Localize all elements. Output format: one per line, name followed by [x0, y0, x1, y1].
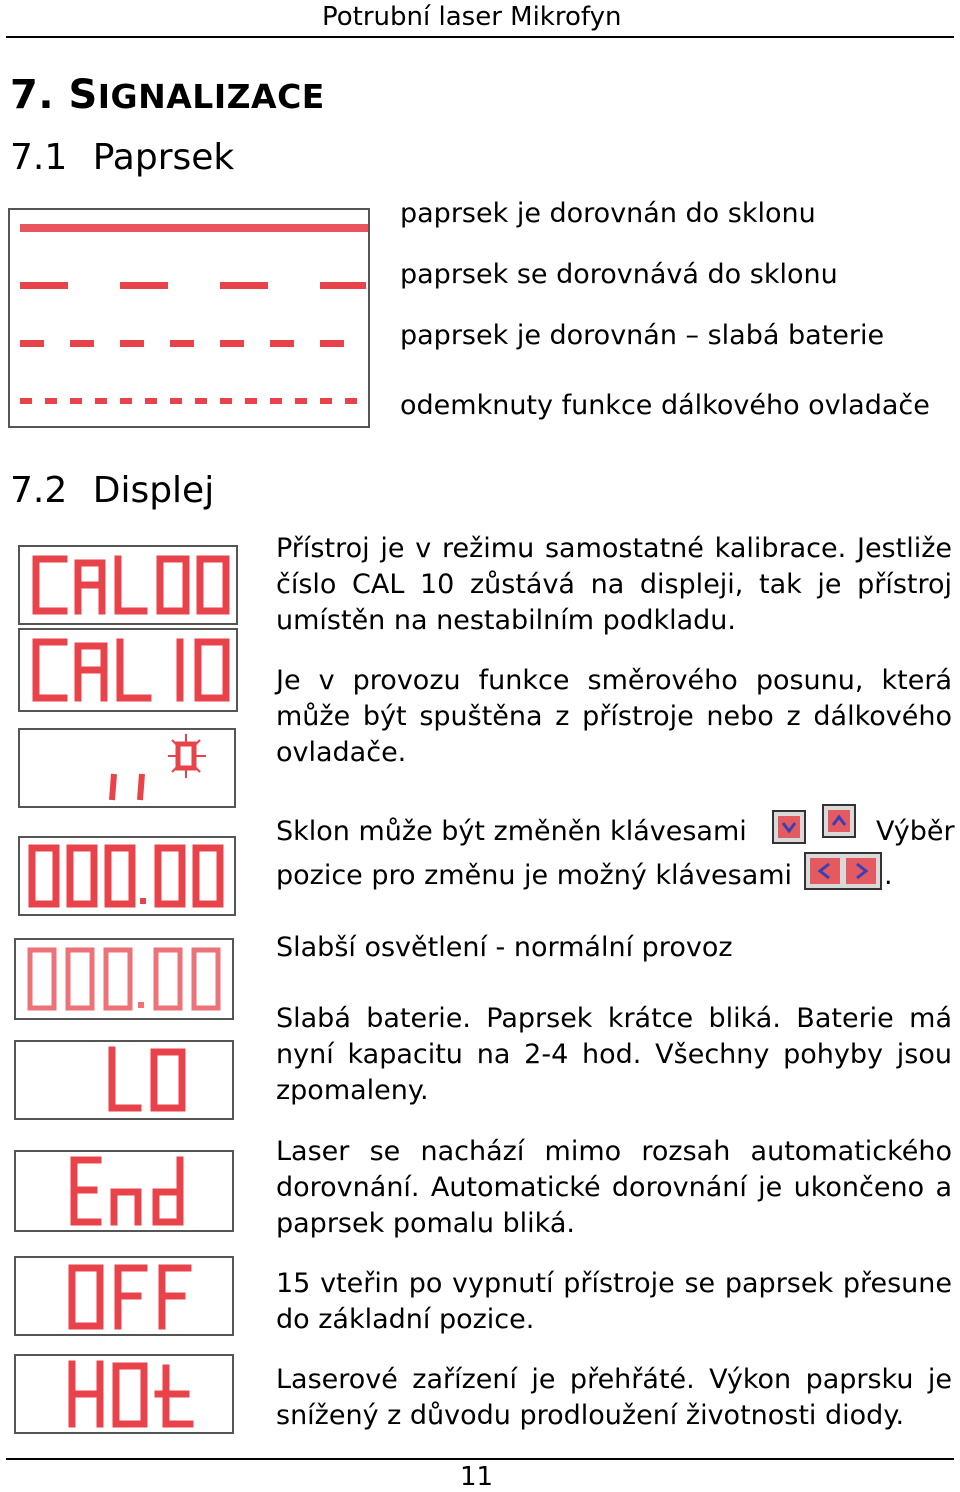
arrow-left-icon [810, 858, 840, 884]
display-cal00 [18, 545, 238, 625]
beam-solid-line [20, 224, 368, 232]
arrow-right-icon [846, 858, 876, 884]
display-lo-digits [16, 1042, 232, 1118]
display-off-digits [16, 1258, 232, 1334]
arrow-down-icon [774, 812, 804, 842]
display-cal00-digits [20, 547, 236, 623]
paragraph-slope-period: . [884, 860, 893, 891]
display-shift [18, 728, 236, 808]
header-title: Potrubní laser Mikrofyn [322, 2, 622, 32]
subsection-title: Paprsek [92, 137, 235, 178]
display-end [14, 1150, 234, 1232]
display-slope [18, 836, 236, 916]
beam-label-4: odemknuty funkce dálkového ovladače [400, 390, 930, 421]
beam-label-1: paprsek je dorovnán do sklonu [400, 198, 816, 229]
beam-pattern-figure [8, 208, 370, 428]
paragraph-shift: Je v provozu funkce směrového posunu, která může být spuštěna z přístroje nebo z dálkového ovladače. [276, 665, 952, 768]
section-heading [10, 72, 325, 118]
paragraph-battery: Slabá baterie. Paprsek krátce bliká. Baterie má nyní kapacitu na 2-4 hod. Všechny pohyby jsou zpomaleny. [276, 1003, 952, 1106]
beam-medium-dash [20, 340, 344, 347]
section-title-rest: IGNALIZACE [97, 77, 325, 116]
display-slope-digits [20, 838, 234, 914]
paragraph-off: 15 vteřin po vypnutí přístroje se paprsek přesune do základní pozice. [276, 1268, 952, 1335]
footer-rule [6, 1458, 954, 1460]
paragraph-slope-line2: pozice pro změnu je možný klávesami [276, 860, 793, 891]
subsection-title: Displej [92, 470, 215, 511]
display-lo [14, 1040, 234, 1120]
subsection-heading-beam [10, 137, 234, 178]
arrow-left-right-keys [804, 852, 882, 890]
display-dim-digits [16, 940, 232, 1018]
paragraph-dim: Slabší osvětlení - normální provoz [276, 932, 733, 963]
paragraph-hot: Laserové zařízení je přehřáté. Výkon paprsku je snížený z důvodu prodloužení životnosti diody. [276, 1364, 952, 1431]
paragraph-range: Laser se nachází mimo rozsah automatického dorovnání. Automatické dorovnání je ukončeno a paprsek pomalu bliká. [276, 1136, 952, 1239]
display-off [14, 1256, 234, 1336]
display-shift-digits [20, 730, 234, 806]
paragraph-slope-choice: Výběr [876, 816, 955, 847]
arrow-down-key-icon [772, 810, 806, 844]
beam-label-2: paprsek se dorovnává do sklonu [400, 259, 838, 290]
display-hot [14, 1354, 234, 1434]
beam-label-3: paprsek je dorovnán – slabá baterie [400, 320, 885, 351]
subsection-heading-display [10, 470, 214, 511]
paragraph-slope-line1: Sklon může být změněn klávesami [276, 816, 747, 847]
subsection-number: 7.2 [10, 470, 68, 511]
beam-long-dash [20, 282, 366, 289]
display-cal10-digits [20, 630, 236, 710]
paragraph-calibration: Přístroj je v režimu samostatné kalibrace. Jestliže číslo CAL 10 zůstává na displeji, tak je přístroj umístěn na nestabilním podkladu. [276, 533, 952, 636]
beam-pattern-svg [10, 210, 368, 426]
beam-short-dash [20, 398, 357, 404]
section-number: 7. [10, 72, 55, 118]
page-number: 11 [460, 1462, 494, 1492]
section-title-first-letter: S [68, 72, 98, 118]
subsection-number: 7.1 [10, 137, 68, 178]
display-hot-digits [16, 1356, 232, 1432]
arrow-up-key-icon [822, 804, 856, 838]
display-dim [14, 938, 234, 1020]
display-cal10 [18, 628, 238, 712]
page-header [0, 0, 960, 38]
header-rule [6, 36, 954, 38]
display-end-digits [16, 1152, 232, 1230]
arrow-up-icon [824, 806, 854, 836]
